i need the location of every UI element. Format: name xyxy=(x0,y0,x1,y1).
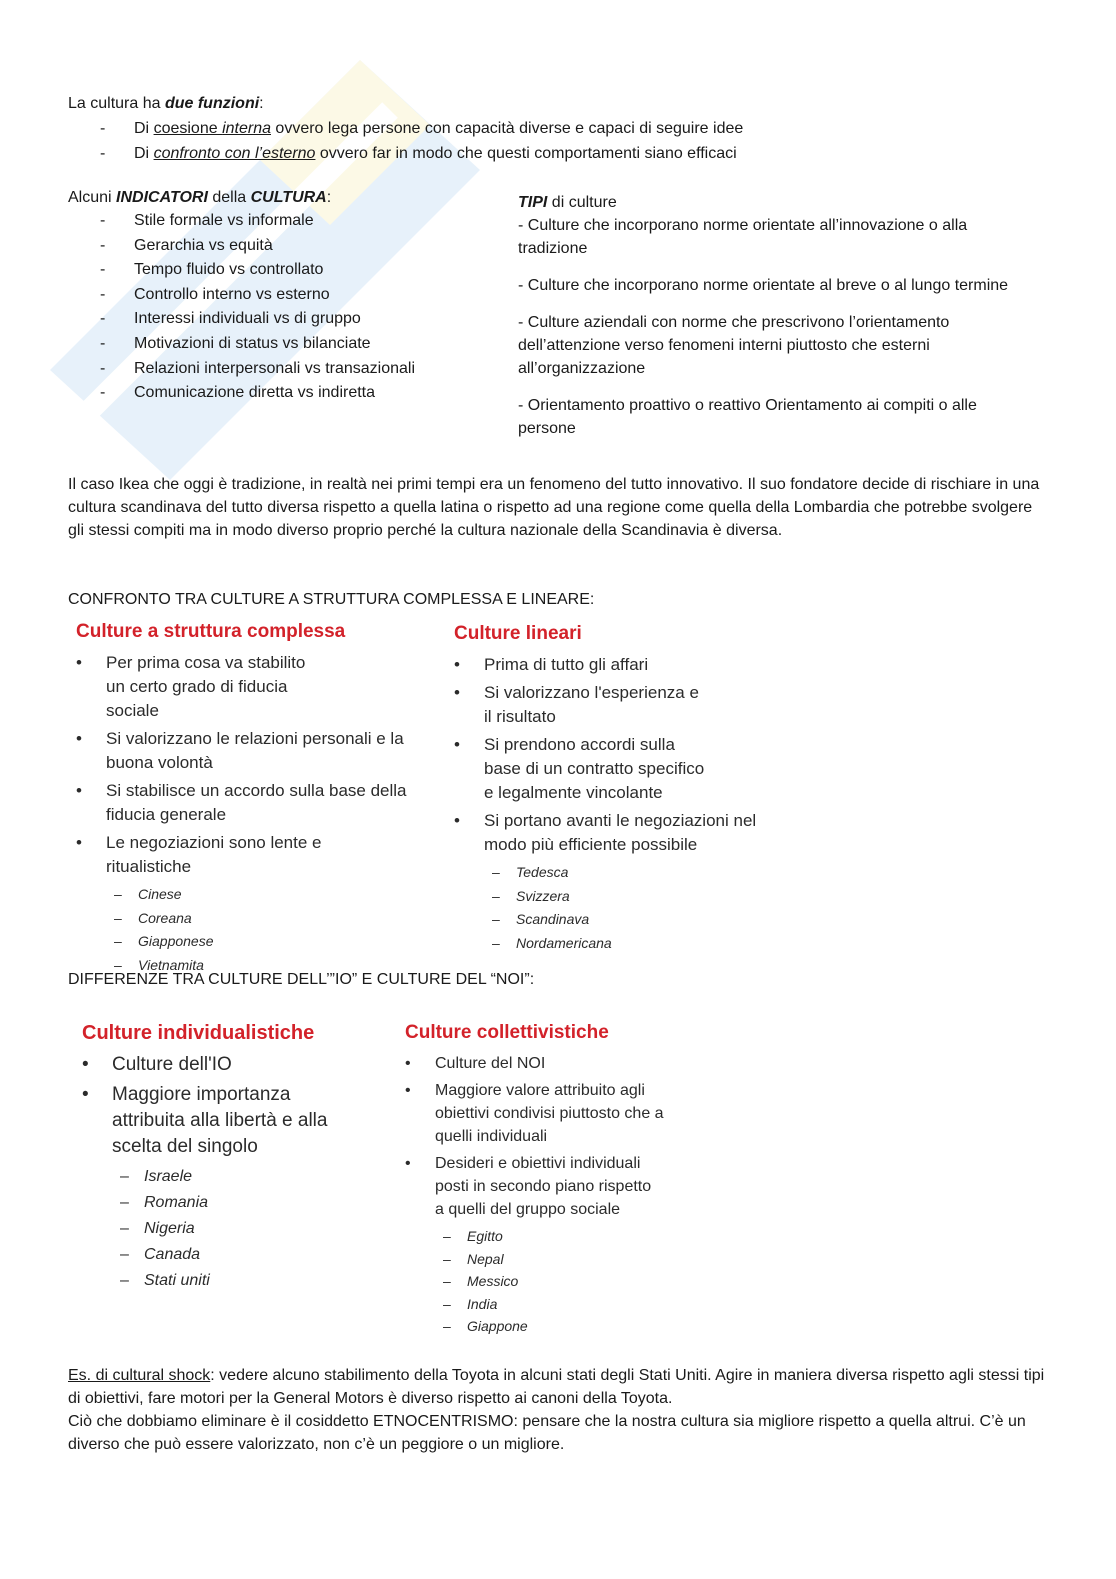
functions-list xyxy=(68,117,1068,165)
bullet-item: • Maggiore valore attribuito agli obiettivi condivisi piuttosto che a quelli individuali xyxy=(405,1079,665,1148)
indicator-item: - Interessi individuali vs di gruppo xyxy=(68,307,508,332)
example-item: – Vietnamita xyxy=(76,954,446,978)
example-item: – Giapponese xyxy=(76,930,446,954)
example-item: – Nepal xyxy=(405,1248,705,1271)
example-item: – Messico xyxy=(405,1270,705,1293)
example-item: – Coreana xyxy=(76,907,446,931)
complex-cultures-title: Culture a struttura complessa xyxy=(76,621,346,642)
bullet-item: • Desideri e obiettivi individuali posti in secondo piano rispetto a quelli del gruppo sociale xyxy=(405,1152,655,1221)
culture-types-section xyxy=(518,191,1018,454)
bullet-item: • Culture del NOI xyxy=(405,1052,705,1075)
ethnocentrism-paragraph: Ciò che dobbiamo eliminare è il cosiddetto ETNOCENTRISMO: pensare che la nostra cultura sia migliore rispetto a quella altrui. C’è un diverso che può essere valorizzato, non c’è un peggiore o un migliore. xyxy=(68,1413,1026,1453)
example-item: – Canada xyxy=(82,1242,382,1268)
culture-type-item: - Culture che incorporano norme orientate al breve o al lungo termine xyxy=(518,277,1009,294)
example-item: – Romania xyxy=(82,1190,382,1216)
culture-type-item: - Culture che incorporano norme orientate all’innovazione o alla tradizione xyxy=(518,217,968,257)
cultural-shock-paragraph: Es. di cultural shock: vedere alcuno stabilimento della Toyota in alcuni stati degli Stati Uniti. Agire in maniera diversa rispetto agli stessi tipi di obiettivi, fare motori per la General Motors è diverso rispetto ai canoni della Toyota. xyxy=(68,1367,1045,1407)
indicator-item: - Stile formale vs informale xyxy=(68,209,508,234)
bullet-item: • Si prendono accordi sulla base di un contratto specifico e legalmente vincolante xyxy=(454,733,714,805)
function-item: - Di coesione interna ovvero lega persone con capacità diverse e capaci di seguire idee xyxy=(68,117,1068,140)
bullet-item: • Maggiore importanza attribuita alla libertà e alla scelta del singolo xyxy=(82,1082,352,1160)
example-item: – Nordamericana xyxy=(454,932,794,956)
example-item: – Stati uniti xyxy=(82,1268,382,1294)
indicator-item: - Comunicazione diretta vs indiretta xyxy=(68,381,508,406)
indicator-item: - Motivazioni di status vs bilanciate xyxy=(68,332,508,357)
bullet-item: • Si valorizzano le relazioni personali e la buona volontà xyxy=(76,727,446,775)
indicators-list xyxy=(68,209,508,406)
io-noi-heading: DIFFERENZE TRA CULTURE DELL’”IO” E CULTURE DEL “NOI”: xyxy=(68,971,535,988)
bullet-item: • Culture dell'IO xyxy=(82,1052,382,1078)
bullet-item: • Prima di tutto gli affari xyxy=(454,653,794,677)
example-item: – Svizzera xyxy=(454,885,794,909)
bullet-item: • Si portano avanti le negoziazioni nel modo più efficiente possibile xyxy=(454,809,794,857)
culture-types-heading: TIPI di culture xyxy=(518,194,617,211)
functions-section xyxy=(68,92,1068,165)
complex-cultures-slide xyxy=(76,619,446,977)
functions-intro: La cultura ha due funzioni: xyxy=(68,95,264,112)
example-item: – Nigeria xyxy=(82,1216,382,1242)
example-item: – Cinese xyxy=(76,883,446,907)
example-item: – Giappone xyxy=(405,1315,705,1338)
example-item: – Israele xyxy=(82,1164,382,1190)
example-item: – Scandinava xyxy=(454,908,794,932)
indicators-heading: Alcuni INDICATORI della CULTURA: xyxy=(68,189,332,206)
indicator-item: - Relazioni interpersonali vs transazionali xyxy=(68,357,508,382)
linear-cultures-slide xyxy=(454,621,794,955)
individualistic-cultures-slide xyxy=(82,1020,382,1294)
culture-type-item: - Culture aziendali con norme che prescrivono l’orientamento dell’attenzione verso fenomeni interni piuttosto che esterni all’organizzazione xyxy=(518,314,950,377)
collectivistic-cultures-slide xyxy=(405,1020,705,1338)
example-item: – Egitto xyxy=(405,1225,705,1248)
bullet-item: • Si valorizzano l'esperienza e il risultato xyxy=(454,681,704,729)
bullet-item: • Le negoziazioni sono lente e ritualistiche xyxy=(76,831,326,879)
culture-type-item: - Orientamento proattivo o reattivo Orientamento ai compiti o alle persone xyxy=(518,397,977,437)
comparison-heading: CONFRONTO TRA CULTURE A STRUTTURA COMPLESSA E LINEARE: xyxy=(68,591,595,608)
function-item: - Di confronto con l’esterno ovvero far in modo che questi comportamenti siano efficaci xyxy=(68,142,1068,165)
indicator-item: - Gerarchia vs equità xyxy=(68,234,508,259)
individualistic-cultures-title: Culture individualistiche xyxy=(82,1022,315,1044)
bullet-item: • Si stabilisce un accordo sulla base della fiducia generale xyxy=(76,779,446,827)
example-item: – India xyxy=(405,1293,705,1316)
linear-cultures-title: Culture lineari xyxy=(454,623,582,644)
closing-section xyxy=(68,1364,1053,1456)
indicator-item: - Controllo interno vs esterno xyxy=(68,283,508,308)
bullet-item: • Per prima cosa va stabilito un certo grado di fiducia sociale xyxy=(76,651,326,723)
example-item: – Tedesca xyxy=(454,861,794,885)
ikea-paragraph: Il caso Ikea che oggi è tradizione, in realtà nei primi tempi era un fenomeno del tutto innovativo. Il suo fondatore decide di rischiare in una cultura scandinava del tutto diversa rispetto a quella latina o rispetto ad una regione come quella della Lombardia che potrebbe svolgere gli stessi compiti ma in modo diverso proprio perché la cultura nazionale della Scandinavia è diversa. xyxy=(68,476,1040,539)
indicators-section xyxy=(68,186,508,406)
indicator-item: - Tempo fluido vs controllato xyxy=(68,258,508,283)
collectivistic-cultures-title: Culture collettivistiche xyxy=(405,1022,609,1043)
